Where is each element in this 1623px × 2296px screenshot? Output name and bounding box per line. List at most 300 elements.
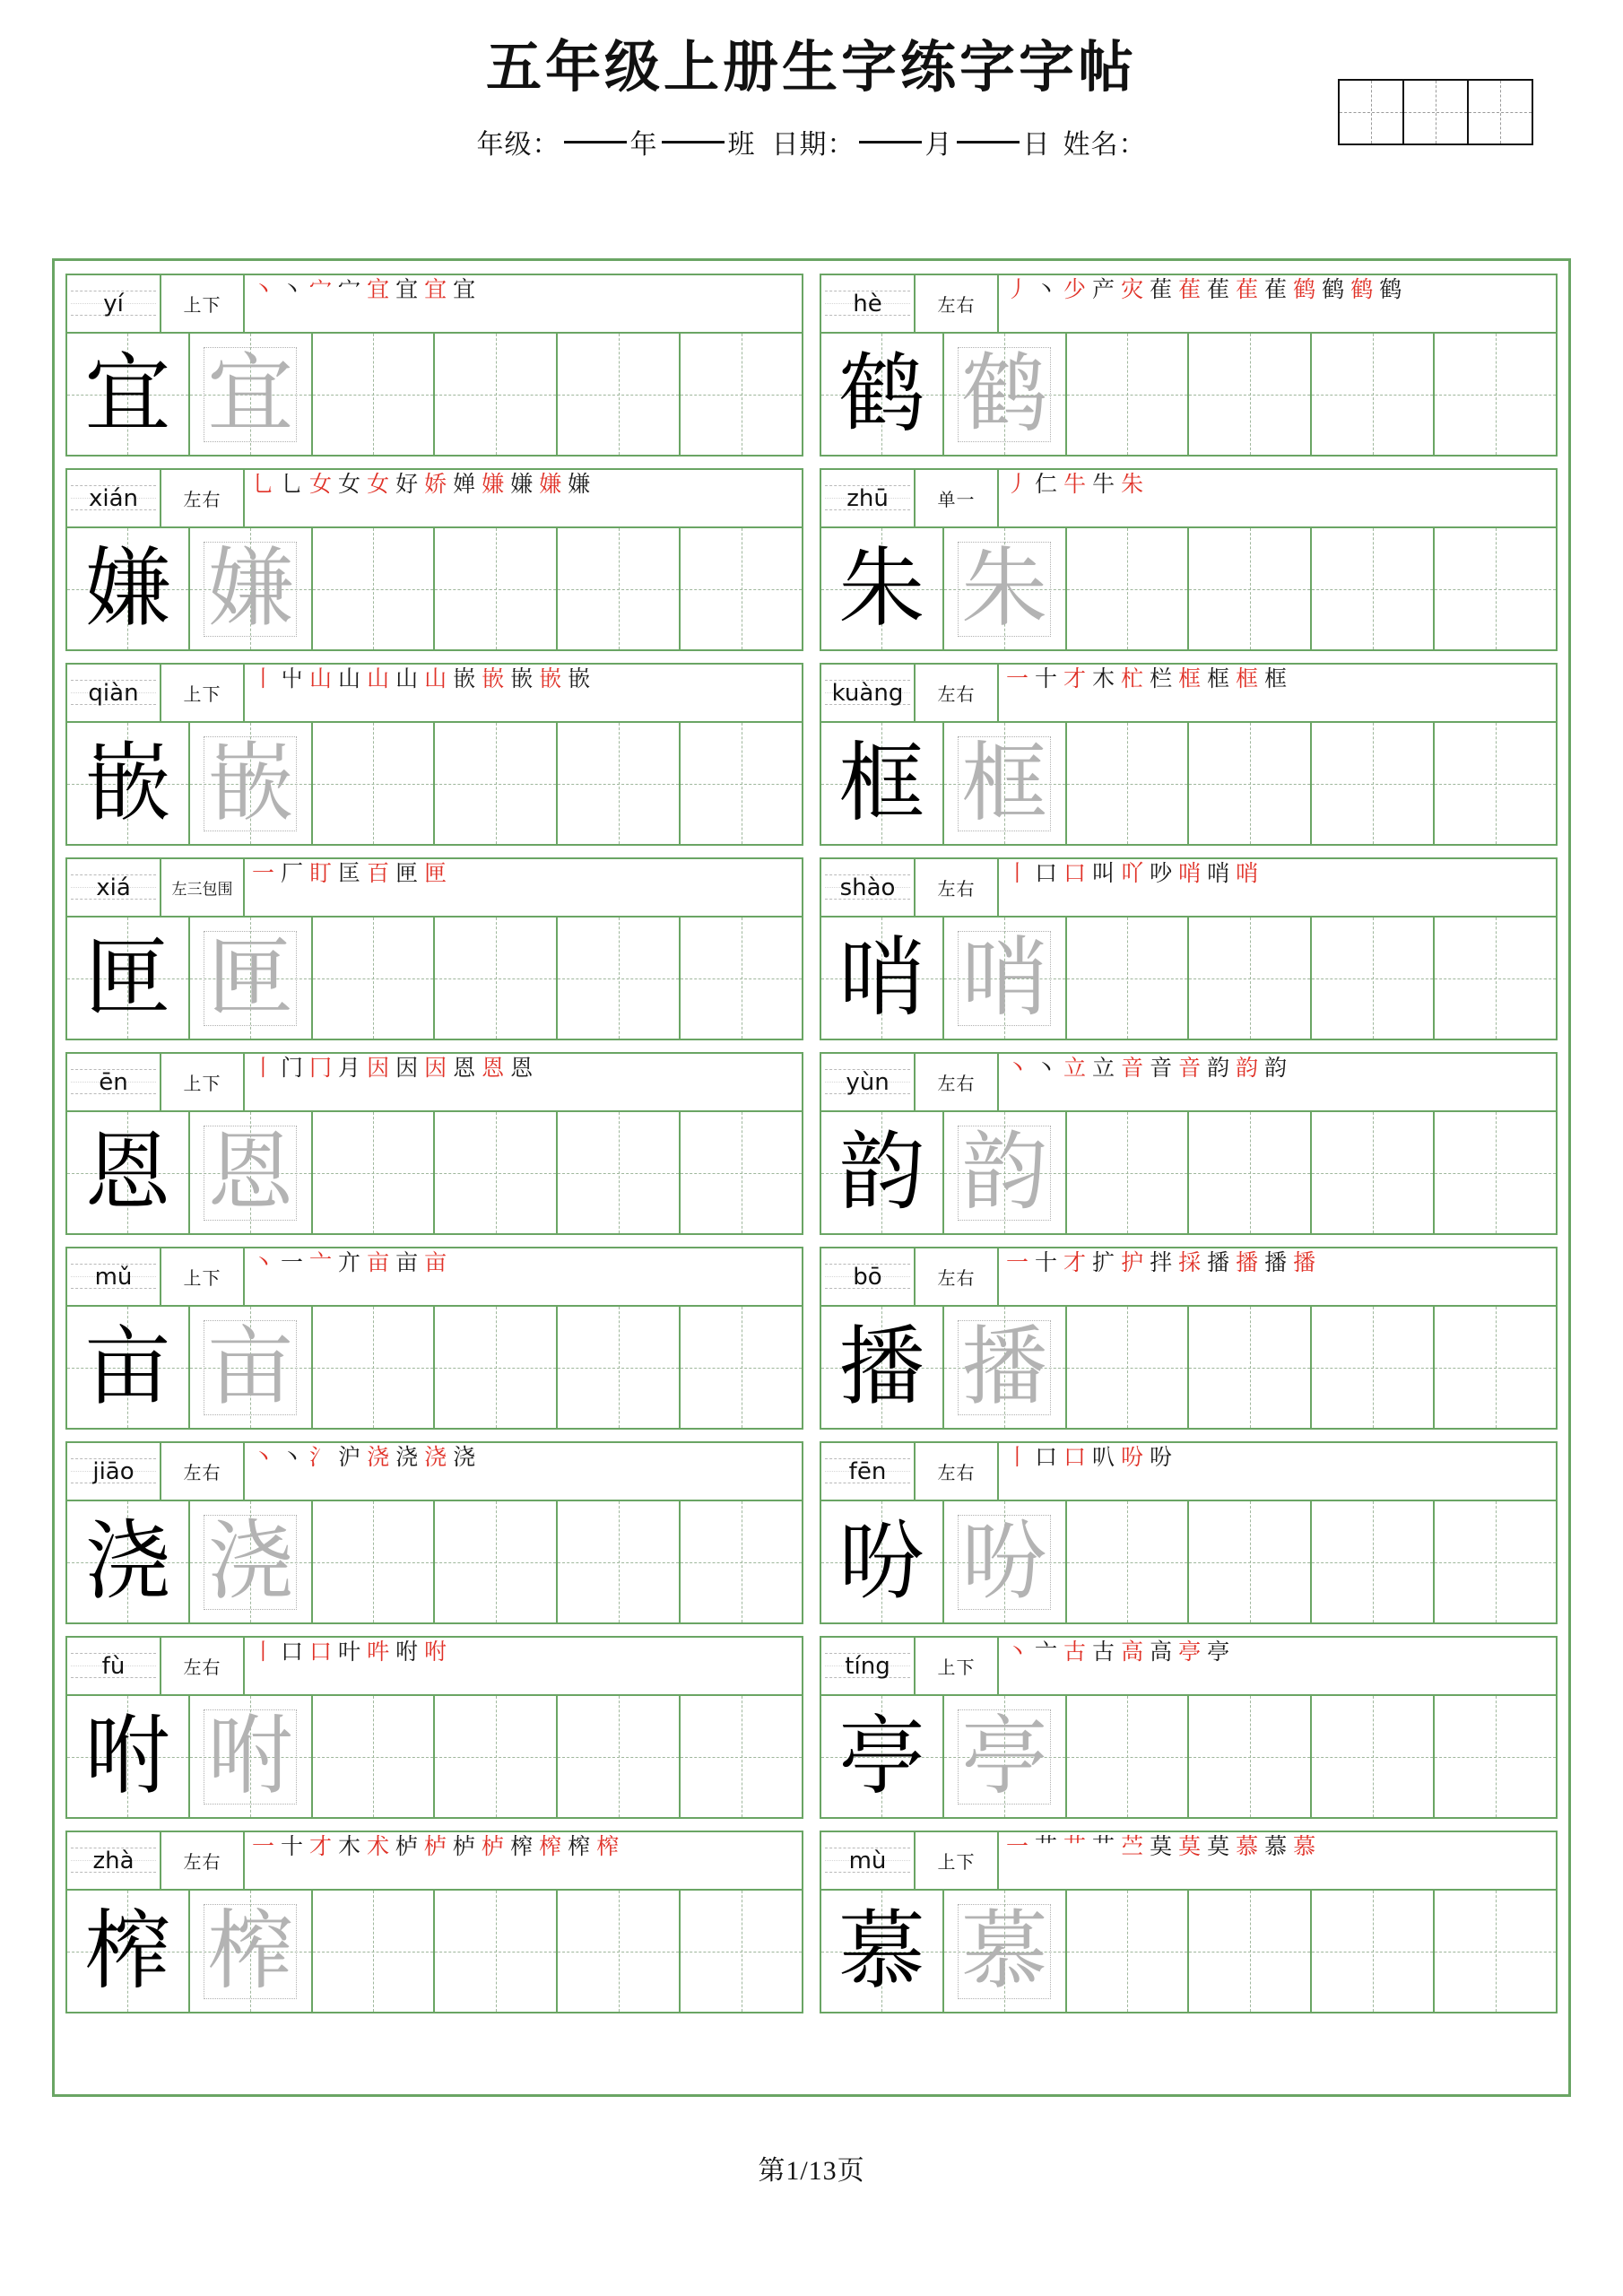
stroke-order-cell [245, 470, 802, 526]
stroke-order-sequence: 一十才木杧栏框框框框 [1006, 667, 1294, 691]
practice-cell[interactable] [1067, 1112, 1190, 1233]
stroke-order-sequence: 一十才扩护拌採播播播播 [1006, 1251, 1323, 1275]
trace-character-cell[interactable] [944, 1307, 1067, 1428]
practice-cell[interactable] [435, 528, 558, 649]
stroke-order-cell [245, 1832, 802, 1889]
practice-cell[interactable] [558, 918, 681, 1039]
trace-character: 浇 [207, 1513, 294, 1610]
practice-cell[interactable] [681, 1696, 802, 1817]
row-practice-strip [67, 1501, 802, 1622]
date-label: 日期： [771, 130, 855, 161]
model-character: 宜 [84, 345, 171, 442]
stroke-order-cell [245, 1638, 802, 1694]
model-character-cell [67, 723, 190, 844]
practice-cell[interactable] [313, 1696, 436, 1817]
sheet-column-right [820, 274, 1558, 2085]
stroke-order-sequence: 丨口口叶吽咐咐 [252, 1640, 454, 1665]
model-character-cell [67, 1501, 190, 1622]
practice-cell[interactable] [1189, 918, 1312, 1039]
pinyin-cell [821, 1443, 916, 1500]
character-row [820, 1052, 1558, 1235]
structure-text: 左右 [937, 685, 976, 705]
pinyin-text: jiāo [92, 1457, 135, 1485]
model-character: 亭 [838, 1708, 925, 1805]
trace-character: 亭 [961, 1708, 1048, 1805]
grade-unit: 年 [629, 130, 658, 161]
stroke-order-cell [245, 859, 802, 916]
trace-character-cell[interactable] [190, 918, 313, 1039]
practice-cell[interactable] [313, 528, 436, 649]
stroke-order-cell [999, 275, 1556, 332]
structure-text: 左右 [937, 880, 976, 900]
structure-cell [916, 1638, 999, 1694]
character-row [820, 857, 1558, 1040]
character-row [820, 1247, 1558, 1430]
pinyin-text: zhū [846, 484, 889, 512]
row-header [821, 665, 1556, 723]
structure-text: 左右 [183, 491, 221, 510]
structure-cell [916, 1832, 999, 1889]
practice-cell[interactable] [1067, 334, 1190, 455]
practice-cell[interactable] [313, 918, 436, 1039]
character-row [820, 1636, 1558, 1819]
pinyin-cell [67, 1054, 161, 1110]
row-header [821, 859, 1556, 918]
pinyin-text: yùn [846, 1068, 890, 1096]
pinyin-cell [67, 1443, 161, 1500]
trace-character-cell[interactable] [190, 1307, 313, 1428]
structure-cell [916, 470, 999, 526]
pinyin-text: tíng [845, 1652, 890, 1680]
stroke-order-sequence: 丨口口叫吖吵哨哨哨 [1006, 862, 1265, 886]
row-practice-strip [821, 918, 1556, 1039]
practice-cell[interactable] [1435, 1891, 1556, 2012]
practice-cell[interactable] [313, 723, 436, 844]
model-character: 亩 [84, 1318, 171, 1415]
trace-character: 匣 [207, 929, 294, 1026]
model-character-cell [67, 1891, 190, 2012]
stroke-order-sequence: 一厂盯匡百匣匣 [252, 862, 454, 886]
practice-cell[interactable] [1312, 1307, 1435, 1428]
trace-character: 榨 [207, 1902, 294, 1999]
model-character-cell [67, 1696, 190, 1817]
trace-character-cell[interactable] [190, 1696, 313, 1817]
trace-character: 慕 [961, 1902, 1048, 1999]
model-character: 恩 [84, 1124, 171, 1221]
name-box[interactable] [1404, 81, 1469, 144]
practice-cell[interactable] [1312, 918, 1435, 1039]
character-row [65, 1636, 803, 1819]
trace-character-cell[interactable] [190, 334, 313, 455]
month-blank[interactable] [859, 141, 922, 144]
pinyin-cell [821, 859, 916, 916]
character-row [820, 468, 1558, 651]
model-character-cell [821, 1112, 944, 1233]
trace-character: 框 [961, 735, 1048, 831]
character-row [820, 663, 1558, 846]
row-practice-strip [67, 1112, 802, 1233]
row-header [821, 470, 1556, 528]
stroke-order-sequence: 丿丶少产灾萑萑萑萑萑鹤鹤鹤鹤 [1006, 278, 1409, 302]
practice-cell[interactable] [558, 334, 681, 455]
stroke-order-cell [999, 1248, 1556, 1305]
class-blank[interactable] [662, 141, 725, 144]
stroke-order-cell [999, 665, 1556, 721]
pinyin-text: shào [839, 874, 896, 901]
practice-cell[interactable] [558, 1696, 681, 1817]
pinyin-text: ēn [99, 1068, 128, 1096]
pinyin-cell [67, 1638, 161, 1694]
practice-cell[interactable] [1435, 1307, 1556, 1428]
pinyin-cell [67, 1832, 161, 1889]
character-row [820, 1831, 1558, 2013]
practice-cell[interactable] [313, 1112, 436, 1233]
practice-cell[interactable] [435, 1112, 558, 1233]
model-character: 慕 [838, 1902, 925, 1999]
trace-character-cell[interactable] [944, 1696, 1067, 1817]
pinyin-cell [67, 665, 161, 721]
trace-character-cell[interactable] [944, 1112, 1067, 1233]
practice-cell[interactable] [558, 1891, 681, 2012]
practice-cell[interactable] [558, 723, 681, 844]
pinyin-text: qiàn [88, 679, 139, 707]
name-boxes[interactable] [1338, 79, 1533, 145]
practice-cell[interactable] [1067, 1696, 1190, 1817]
structure-text: 左右 [937, 296, 976, 316]
practice-cell[interactable] [1189, 528, 1312, 649]
trace-character: 哨 [961, 929, 1048, 1026]
pinyin-cell [821, 470, 916, 526]
stroke-order-sequence: 丶丶宀宀宜宜宜宜 [252, 278, 482, 302]
trace-character-cell[interactable] [190, 1112, 313, 1233]
structure-cell [161, 1832, 245, 1889]
stroke-order-sequence: 丶丶立立音音音韵韵韵 [1006, 1057, 1294, 1081]
structure-cell [161, 859, 245, 916]
trace-character: 恩 [207, 1124, 294, 1221]
structure-text: 单一 [937, 491, 976, 510]
practice-cell[interactable] [1435, 918, 1556, 1039]
character-row [65, 1247, 803, 1430]
row-header [821, 1248, 1556, 1307]
structure-text: 上下 [937, 1658, 976, 1678]
structure-cell [916, 1248, 999, 1305]
practice-cell[interactable] [558, 1112, 681, 1233]
practice-cell[interactable] [1189, 1696, 1312, 1817]
structure-text: 左三包围 [171, 881, 233, 898]
stroke-order-sequence: 丨屮山山山山山嵌嵌嵌嵌嵌 [252, 667, 597, 691]
pinyin-cell [821, 665, 916, 721]
model-character: 嫌 [84, 540, 171, 637]
trace-character: 咐 [207, 1708, 294, 1805]
pinyin-cell [67, 470, 161, 526]
practice-cell[interactable] [1067, 1307, 1190, 1428]
model-character: 吩 [838, 1513, 925, 1610]
trace-character-cell[interactable] [944, 334, 1067, 455]
character-row [65, 1052, 803, 1235]
row-header [821, 1638, 1556, 1696]
pinyin-text: xiá [96, 874, 131, 901]
structure-text: 左右 [183, 1464, 221, 1483]
row-header [67, 1832, 802, 1891]
structure-text: 左右 [183, 1658, 221, 1678]
practice-cell[interactable] [1067, 1891, 1190, 2012]
trace-character-cell[interactable] [190, 1891, 313, 2012]
practice-cell[interactable] [435, 918, 558, 1039]
model-character: 韵 [838, 1124, 925, 1221]
structure-text: 上下 [183, 685, 221, 705]
row-header [821, 1054, 1556, 1112]
practice-cell[interactable] [1312, 1112, 1435, 1233]
grade-label: 年级： [476, 130, 560, 161]
pinyin-cell [821, 1832, 916, 1889]
practice-cell[interactable] [313, 1307, 436, 1428]
row-practice-strip [67, 918, 802, 1039]
row-header [821, 1832, 1556, 1891]
stroke-order-cell [245, 1054, 802, 1110]
trace-character: 吩 [961, 1513, 1048, 1610]
practice-cell[interactable] [1189, 1112, 1312, 1233]
row-header [67, 1248, 802, 1307]
structure-text: 上下 [937, 1853, 976, 1873]
name-box[interactable] [1340, 81, 1404, 144]
practice-cell[interactable] [435, 723, 558, 844]
structure-cell [161, 470, 245, 526]
pinyin-cell [67, 1248, 161, 1305]
pinyin-cell [821, 1638, 916, 1694]
pinyin-text: bō [853, 1263, 882, 1291]
practice-cell[interactable] [681, 1501, 802, 1622]
character-row [65, 274, 803, 457]
model-character: 浇 [84, 1513, 171, 1610]
practice-cell[interactable] [1435, 1501, 1556, 1622]
practice-cell[interactable] [1189, 334, 1312, 455]
practice-cell[interactable] [1067, 1501, 1190, 1622]
stroke-order-cell [999, 470, 1556, 526]
practice-cell[interactable] [681, 723, 802, 844]
row-practice-strip [67, 1307, 802, 1428]
model-character-cell [821, 1696, 944, 1817]
model-character-cell [67, 528, 190, 649]
model-character-cell [67, 1112, 190, 1233]
practice-cell[interactable] [435, 1696, 558, 1817]
stroke-order-sequence: 丶一亠亣亩亩亩 [252, 1251, 454, 1275]
practice-cell[interactable] [681, 918, 802, 1039]
trace-character: 亩 [207, 1318, 294, 1415]
structure-cell [161, 1443, 245, 1500]
stroke-order-cell [245, 665, 802, 721]
practice-cell[interactable] [558, 528, 681, 649]
structure-cell [161, 1638, 245, 1694]
practice-cell[interactable] [1435, 334, 1556, 455]
class-unit: 班 [727, 130, 756, 161]
practice-cell[interactable] [313, 1891, 436, 2012]
trace-character-cell[interactable] [944, 1891, 1067, 2012]
practice-cell[interactable] [1189, 1501, 1312, 1622]
trace-character: 朱 [961, 540, 1048, 637]
model-character-cell [821, 1501, 944, 1622]
pinyin-text: fù [101, 1652, 126, 1680]
practice-cell[interactable] [435, 1307, 558, 1428]
structure-cell [161, 275, 245, 332]
row-practice-strip [67, 334, 802, 455]
pinyin-cell [821, 275, 916, 332]
page-title: 五年级上册生字练字字帖 [485, 38, 1137, 99]
row-practice-strip [821, 1112, 1556, 1233]
row-practice-strip [821, 1501, 1556, 1622]
stroke-order-sequence: 丨门冂月因因因恩恩恩 [252, 1057, 540, 1081]
practice-cell[interactable] [313, 334, 436, 455]
day-blank[interactable] [957, 141, 1020, 144]
row-practice-strip [821, 1696, 1556, 1817]
practice-cell[interactable] [1189, 1891, 1312, 2012]
model-character-cell [821, 1307, 944, 1428]
practice-cell[interactable] [681, 1112, 802, 1233]
model-character-cell [67, 334, 190, 455]
pinyin-text: yí [103, 290, 124, 317]
practice-cell[interactable] [1312, 334, 1435, 455]
pinyin-text: mǔ [94, 1263, 133, 1291]
pinyin-cell [67, 275, 161, 332]
sheet-columns [65, 274, 1558, 2085]
practice-cell[interactable] [1189, 1307, 1312, 1428]
row-practice-strip [821, 528, 1556, 649]
structure-text: 左右 [183, 1853, 221, 1873]
model-character: 匣 [84, 929, 171, 1026]
stroke-order-sequence: 丿仁牛牛朱 [1006, 473, 1150, 497]
character-row [65, 468, 803, 651]
row-header [67, 1443, 802, 1501]
structure-cell [161, 1248, 245, 1305]
sheet-column-left [65, 274, 803, 2085]
trace-character-cell[interactable] [944, 723, 1067, 844]
page-footer: 第1/13页 [758, 2156, 865, 2186]
row-header [821, 1443, 1556, 1501]
model-character: 嵌 [84, 735, 171, 831]
trace-character-cell[interactable] [944, 1501, 1067, 1622]
row-header [67, 1054, 802, 1112]
trace-character: 播 [961, 1318, 1048, 1415]
trace-character-cell[interactable] [190, 723, 313, 844]
trace-character-cell[interactable] [944, 918, 1067, 1039]
model-character-cell [821, 1891, 944, 2012]
row-header [67, 275, 802, 334]
character-row [65, 663, 803, 846]
pinyin-text: hè [853, 290, 882, 317]
practice-cell[interactable] [681, 528, 802, 649]
character-row [820, 274, 1558, 457]
practice-cell[interactable] [681, 334, 802, 455]
character-row [65, 1831, 803, 2013]
model-character: 咐 [84, 1708, 171, 1805]
practice-cell[interactable] [435, 1501, 558, 1622]
practice-cell[interactable] [1435, 723, 1556, 844]
structure-text: 上下 [183, 1269, 221, 1289]
trace-character-cell[interactable] [190, 528, 313, 649]
month-unit: 月 [924, 130, 953, 161]
practice-cell[interactable] [558, 1501, 681, 1622]
practice-cell[interactable] [435, 1891, 558, 2012]
practice-cell[interactable] [1435, 1112, 1556, 1233]
practice-cell[interactable] [681, 1891, 802, 2012]
pinyin-text: xián [88, 484, 139, 512]
model-character-cell [67, 918, 190, 1039]
character-row [820, 1441, 1558, 1624]
row-header [67, 470, 802, 528]
row-practice-strip [821, 1307, 1556, 1428]
practice-cell[interactable] [1312, 1696, 1435, 1817]
row-practice-strip [67, 723, 802, 844]
pinyin-text: kuàng [831, 679, 904, 707]
stroke-order-sequence: 一艹艹艹苎莫莫莫慕慕慕 [1006, 1835, 1323, 1859]
practice-cell[interactable] [1189, 723, 1312, 844]
trace-character: 宜 [207, 345, 294, 442]
structure-text: 左右 [937, 1464, 976, 1483]
practice-cell[interactable] [1312, 528, 1435, 649]
practice-cell[interactable] [313, 1501, 436, 1622]
day-unit: 日 [1022, 130, 1051, 161]
model-character-cell [821, 528, 944, 649]
stroke-order-cell [245, 1443, 802, 1500]
structure-cell [916, 1054, 999, 1110]
name-label: 姓名： [1063, 130, 1147, 161]
practice-cell[interactable] [1435, 1696, 1556, 1817]
practice-cell[interactable] [1067, 918, 1190, 1039]
practice-cell[interactable] [1312, 723, 1435, 844]
practice-cell[interactable] [681, 1307, 802, 1428]
grade-blank[interactable] [564, 141, 627, 144]
trace-character: 嫌 [207, 540, 294, 637]
practice-sheet [52, 258, 1571, 2097]
structure-cell [916, 1443, 999, 1500]
structure-cell [916, 665, 999, 721]
structure-cell [161, 665, 245, 721]
stroke-order-sequence: 丶丶氵沪浇浇浇浇 [252, 1446, 482, 1470]
structure-text: 上下 [183, 1074, 221, 1094]
stroke-order-sequence: 丨口口叭吩吩 [1006, 1446, 1179, 1470]
practice-cell[interactable] [435, 334, 558, 455]
row-practice-strip [67, 1696, 802, 1817]
trace-character-cell[interactable] [190, 1501, 313, 1622]
student-info-row [0, 122, 1623, 161]
model-character: 哨 [838, 929, 925, 1026]
practice-cell[interactable] [558, 1307, 681, 1428]
pinyin-text: fēn [848, 1457, 887, 1485]
stroke-order-cell [999, 1443, 1556, 1500]
practice-cell[interactable] [1312, 1501, 1435, 1622]
practice-cell[interactable] [1435, 528, 1556, 649]
row-practice-strip [821, 1891, 1556, 2012]
practice-cell[interactable] [1067, 528, 1190, 649]
stroke-order-sequence: 乚乚女女女好娇婵嫌嫌嫌嫌 [252, 473, 597, 497]
structure-cell [916, 859, 999, 916]
trace-character-cell[interactable] [944, 528, 1067, 649]
structure-text: 左右 [937, 1269, 976, 1289]
row-header [67, 1638, 802, 1696]
stroke-order-cell [245, 1248, 802, 1305]
pinyin-text: zhà [92, 1847, 135, 1874]
name-box[interactable] [1469, 81, 1532, 144]
structure-cell [161, 1054, 245, 1110]
row-practice-strip [67, 528, 802, 649]
model-character-cell [821, 723, 944, 844]
pinyin-cell [67, 859, 161, 916]
practice-cell[interactable] [1067, 723, 1190, 844]
row-header [821, 275, 1556, 334]
model-character: 榨 [84, 1902, 171, 1999]
practice-cell[interactable] [1312, 1891, 1435, 2012]
character-row [65, 1441, 803, 1624]
structure-cell [916, 275, 999, 332]
